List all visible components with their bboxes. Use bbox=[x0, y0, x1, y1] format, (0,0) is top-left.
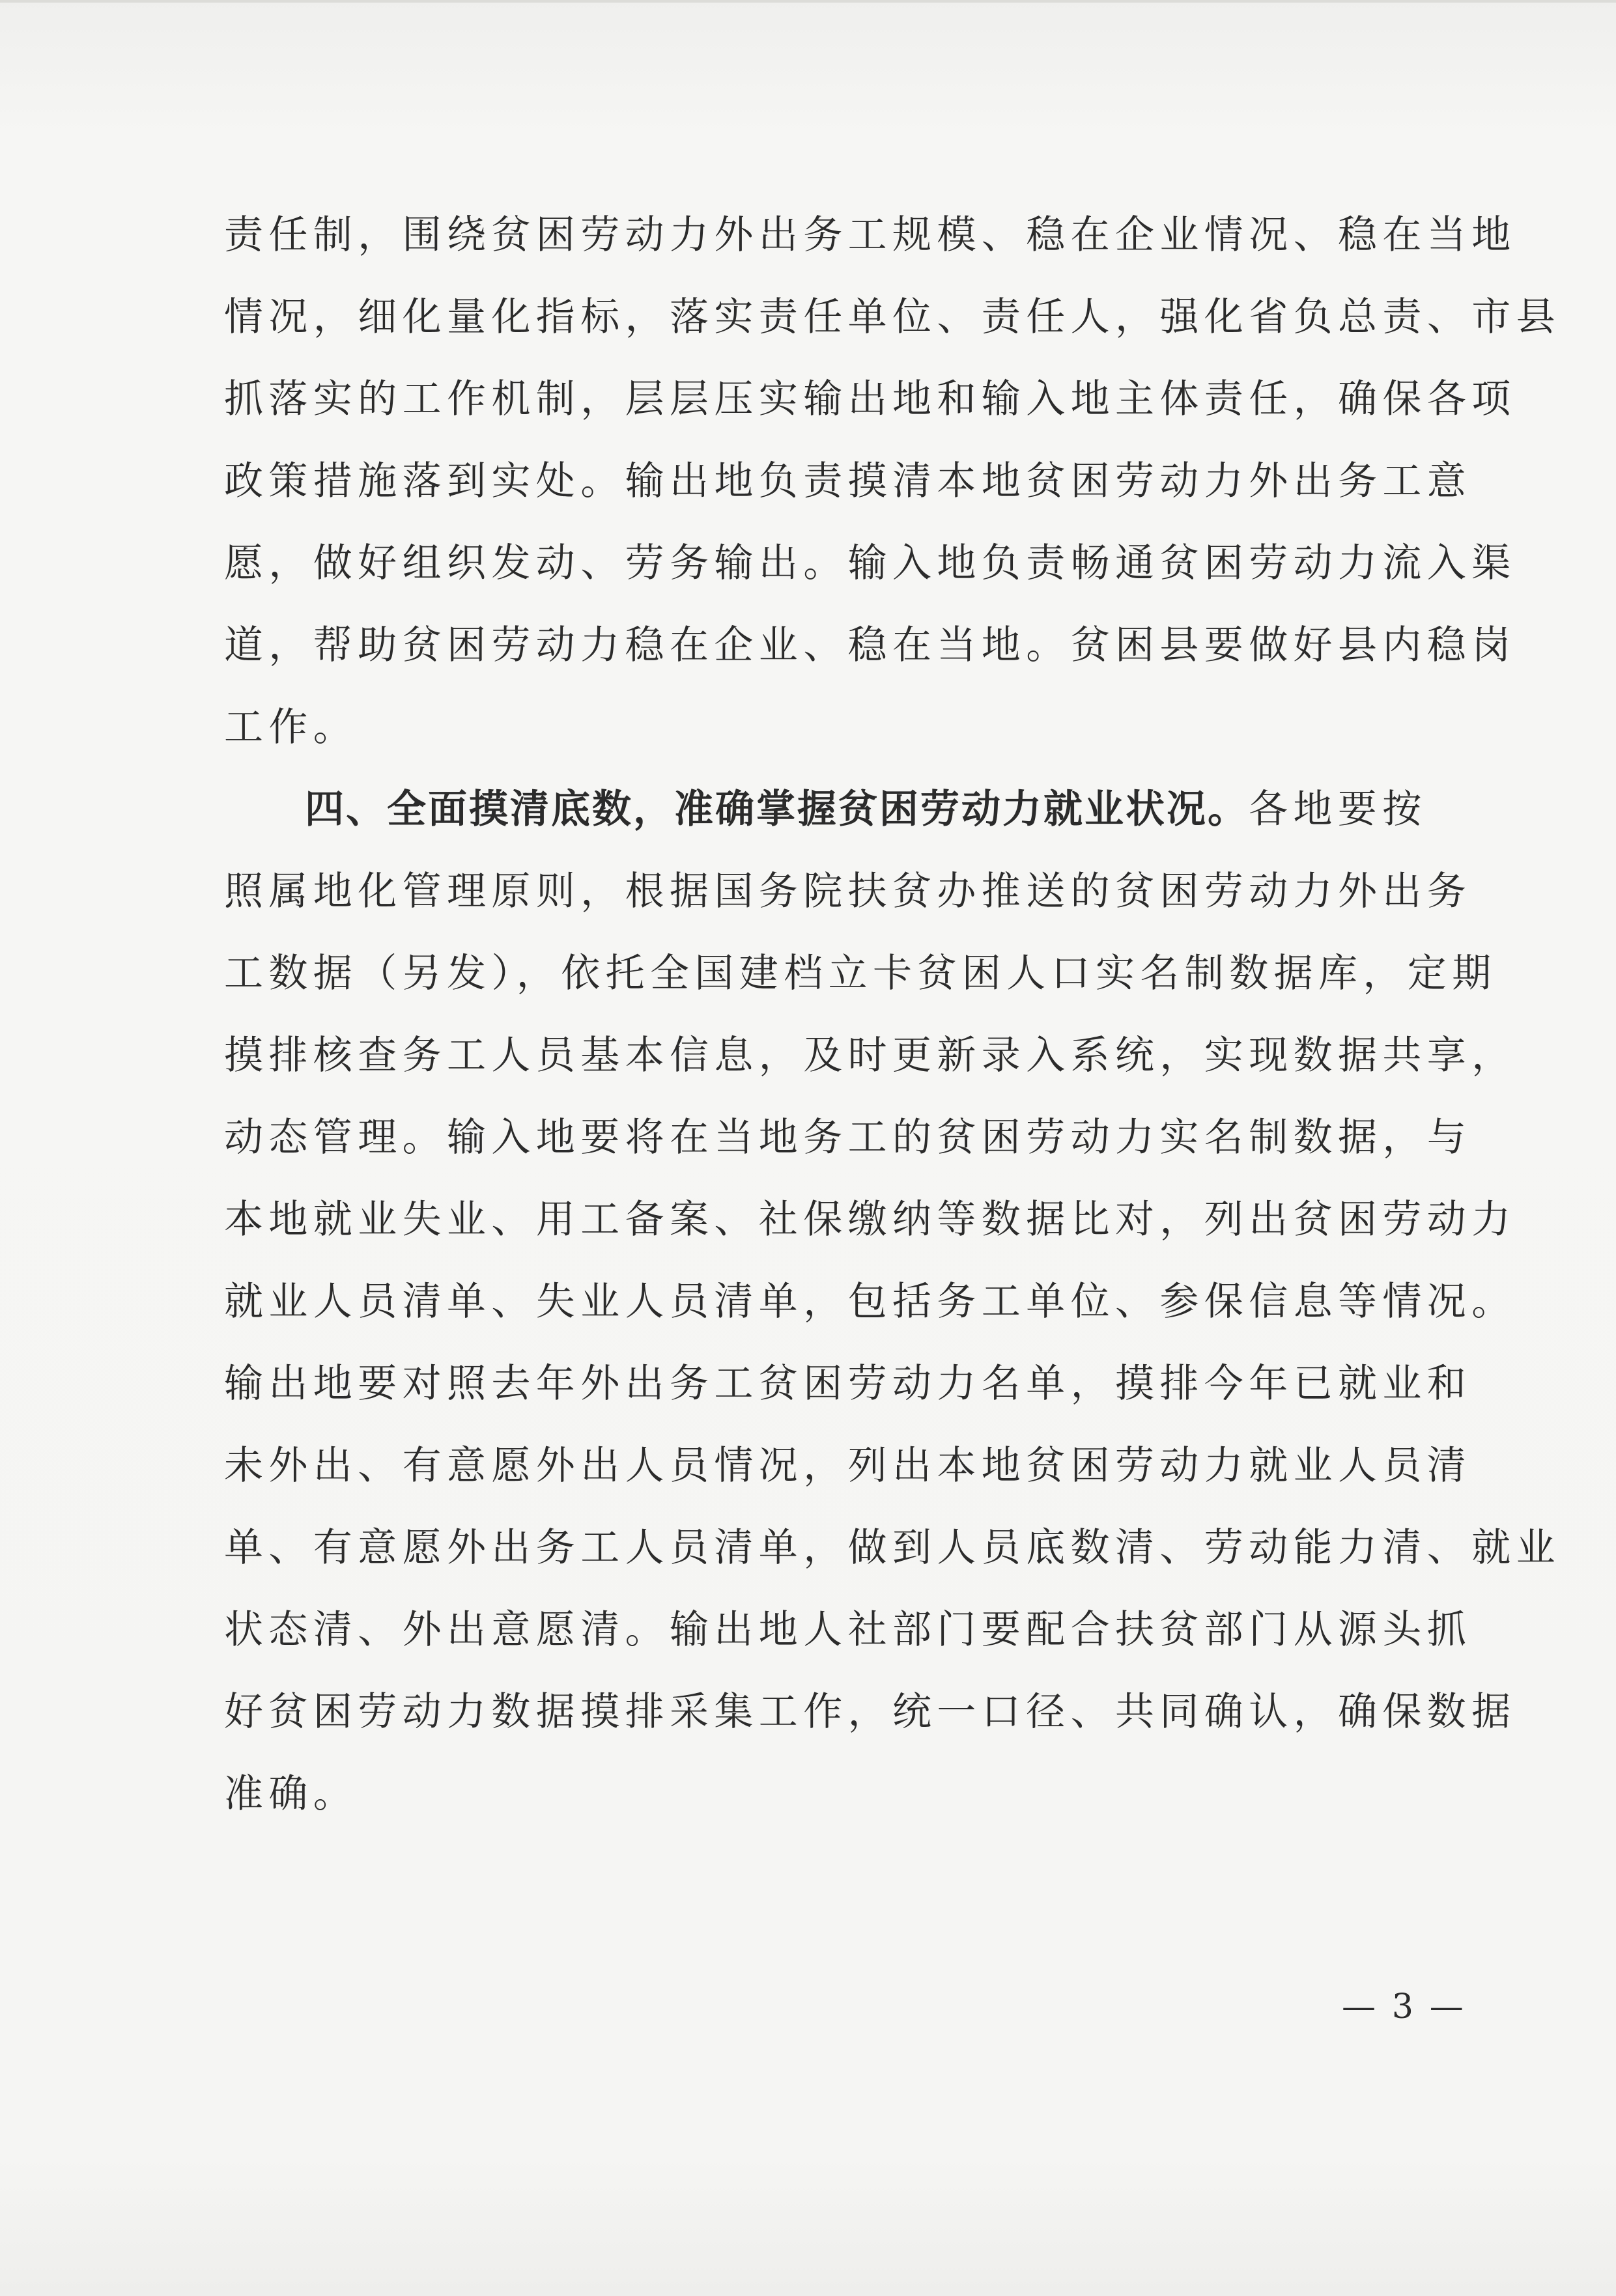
section-four-heading: 四、全面摸清底数，准确掌握贫困劳动力就业状况。 bbox=[305, 787, 1249, 832]
text-line: 输出地要对照去年外出务工贫困劳动力名单，摸排今年已就业和 bbox=[224, 1361, 1472, 1407]
section-four-first-line bbox=[224, 768, 1429, 850]
text-line: 动态管理。输入地要将在当地务工的贫困劳动力实名制数据，与 bbox=[224, 1115, 1472, 1160]
text-line: 状态清、外出意愿清。输出地人社部门要配合扶贫部门从源头抓 bbox=[224, 1607, 1472, 1653]
text-line: 工作。 bbox=[224, 705, 358, 750]
text-line: 政策措施落到实处。输出地负责摸清本地贫困劳动力外出务工意 bbox=[224, 458, 1472, 504]
text-line: 责任制，围绕贫困劳动力外出务工规模、稳在企业情况、稳在当地 bbox=[224, 212, 1516, 258]
text-line: 未外出、有意愿外出人员情况，列出本地贫困劳动力就业人员清 bbox=[224, 1443, 1472, 1489]
text-line: 照属地化管理原则，根据国务院扶贫办推送的贫困劳动力外出务 bbox=[224, 869, 1472, 914]
text-line: 抓落实的工作机制，层层压实输出地和输入地主体责任，确保各项 bbox=[224, 376, 1516, 422]
text-line: 本地就业失业、用工备案、社保缴纳等数据比对，列出贫困劳动力 bbox=[224, 1197, 1516, 1242]
text-line: 单、有意愿外出务工人员清单，做到人员底数清、劳动能力清、就业 bbox=[224, 1525, 1561, 1571]
text-line: 情况，细化量化指标，落实责任单位、责任人，强化省负总责、市县 bbox=[224, 294, 1561, 340]
text-line: 摸排核查务工人员基本信息，及时更新录入系统，实现数据共享， bbox=[224, 1033, 1516, 1078]
text-line: 愿，做好组织发动、劳务输出。输入地负责畅通贫困劳动力流入渠 bbox=[224, 540, 1516, 586]
text-line: 工数据（另发），依托全国建档立卡贫困人口实名制数据库，定期 bbox=[224, 951, 1497, 996]
text-line: 准确。 bbox=[224, 1771, 358, 1817]
document-body bbox=[224, 194, 1561, 1835]
text-line: 道，帮助贫困劳动力稳在企业、稳在当地。贫困县要做好县内稳岗 bbox=[224, 623, 1516, 668]
page-number: — 3 — bbox=[1342, 1987, 1466, 2026]
text-line: 就业人员清单、失业人员清单，包括务工单位、参保信息等情况。 bbox=[224, 1279, 1516, 1324]
text-line: 好贫困劳动力数据摸排采集工作，统一口径、共同确认，确保数据 bbox=[224, 1689, 1516, 1735]
scan-top-edge bbox=[0, 0, 1616, 3]
section-four-first-line-text: 各地要按 bbox=[1249, 787, 1427, 832]
